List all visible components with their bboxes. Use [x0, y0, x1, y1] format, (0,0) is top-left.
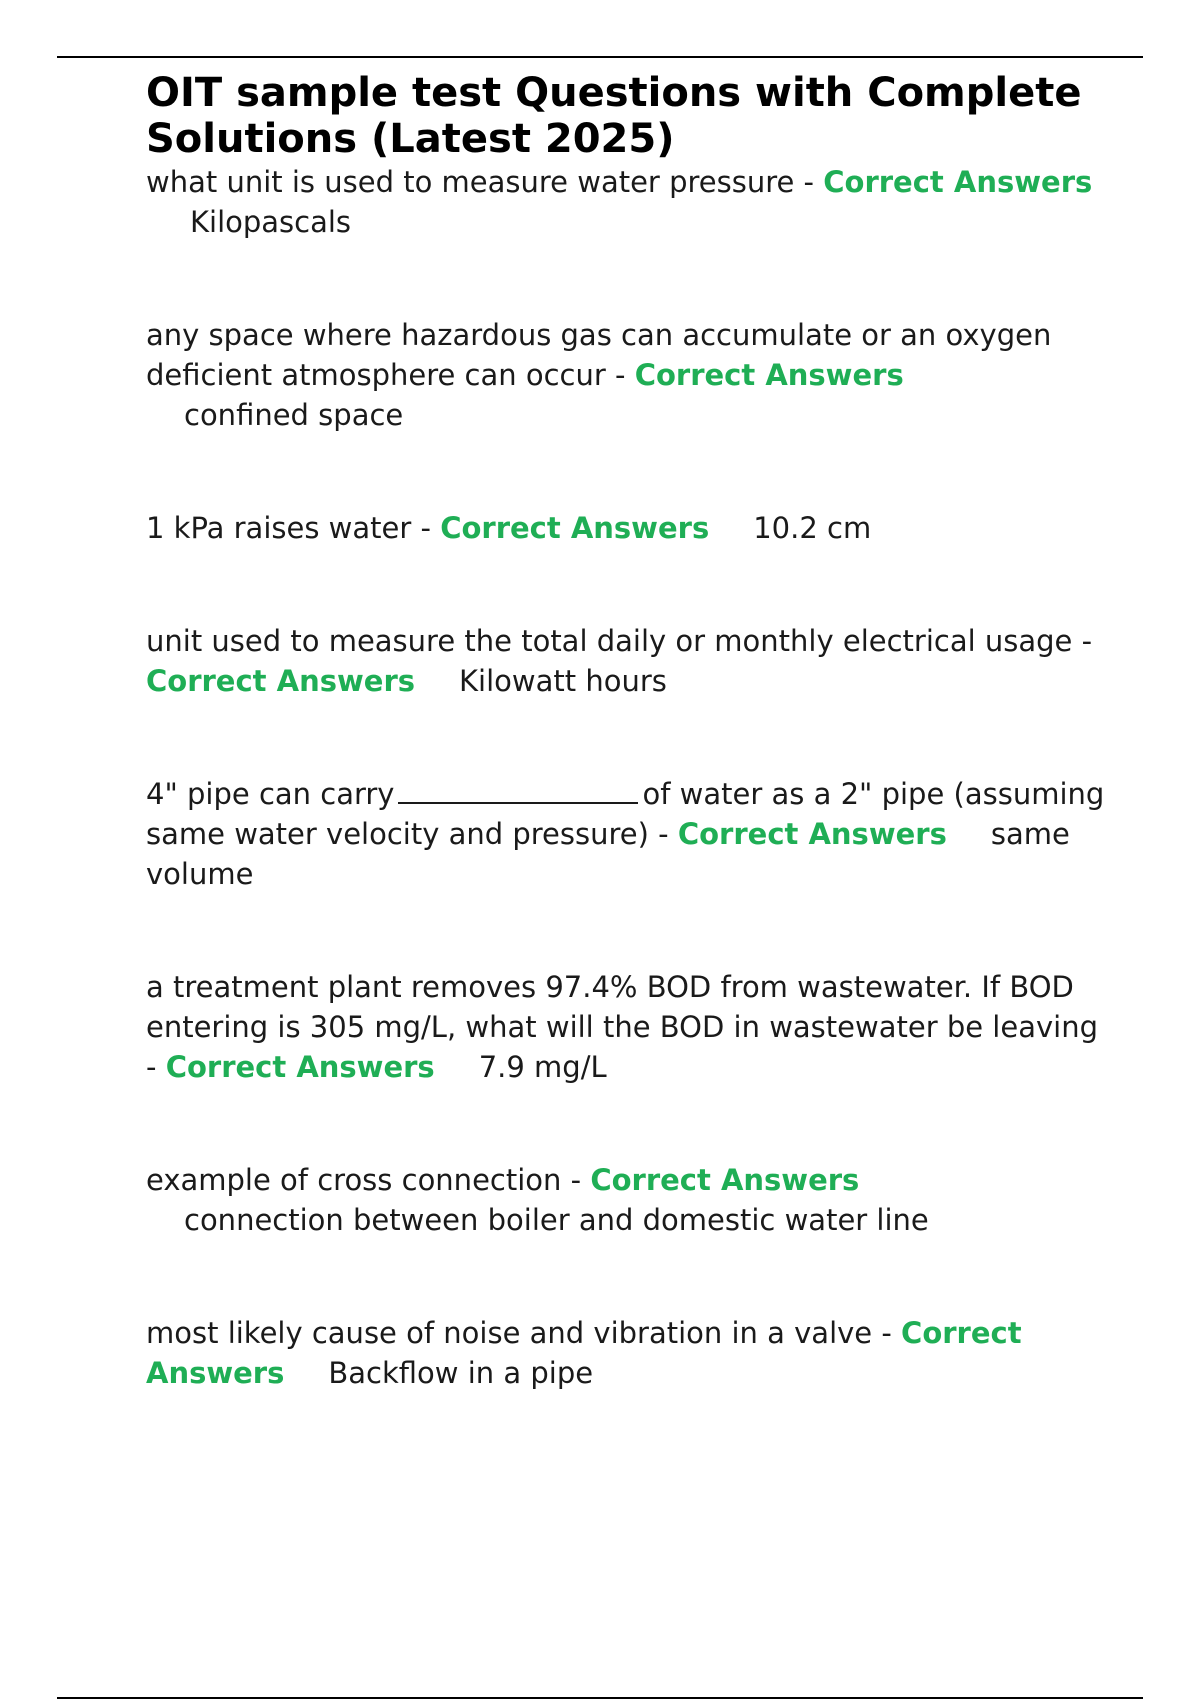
correct-answers-label: Correct Answers: [590, 1163, 860, 1197]
question-text: unit used to measure the total daily or monthly electrical usage -: [146, 624, 1093, 658]
header-rule: [57, 56, 1143, 58]
correct-answers-label: Correct Answers: [146, 664, 416, 698]
question-text-start: 4" pipe can carry: [146, 777, 395, 811]
question-text-end: of water as a 2" pipe (assuming same water velocity and pressure) -: [146, 777, 1105, 851]
qa-item-1: [146, 162, 1106, 242]
qa-item-2: [146, 315, 1106, 435]
correct-answers-label: Correct Answers: [165, 1050, 435, 1084]
qa-item-4: [146, 621, 1106, 701]
qa-item-8: [146, 1313, 1106, 1393]
qa-item-3: [146, 508, 1106, 548]
correct-answers-label: Correct Answers: [677, 817, 947, 851]
correct-answers-label: Correct Answers: [146, 1316, 1022, 1390]
answer-text: 7.9 mg/L: [478, 1050, 607, 1084]
answer-text: connection between boiler and domestic water line: [184, 1203, 929, 1237]
answer-text: Kilopascals: [190, 205, 352, 239]
correct-answers-label: Correct Answers: [440, 511, 710, 545]
footer-rule: [57, 1697, 1143, 1699]
fill-in-blank: [398, 776, 638, 804]
qa-item-6: [146, 967, 1106, 1087]
answer-text: same volume: [146, 817, 1070, 891]
question-text: 1 kPa raises water -: [146, 511, 431, 545]
answer-text: 10.2 cm: [753, 511, 872, 545]
answer-text: Kilowatt hours: [459, 664, 667, 698]
document-body: [146, 70, 1106, 1393]
question-text: example of cross connection -: [146, 1163, 582, 1197]
answer-text: confined space: [184, 398, 404, 432]
question-text: any space where hazardous gas can accumulate or an oxygen deficient atmosphere can occur -: [146, 318, 1052, 392]
question-text: most likely cause of noise and vibration in a valve -: [146, 1316, 892, 1350]
correct-answers-label: Correct Answers: [634, 358, 904, 392]
qa-item-5: [146, 774, 1106, 894]
document-title: OIT sample test Questions with Complete Solutions (Latest 2025): [146, 70, 1082, 162]
question-text: a treatment plant removes 97.4% BOD from wastewater. If BOD entering is 305 mg/L, what will the BOD in wastewater be leaving -: [146, 970, 1098, 1084]
correct-answers-label: Correct Answers: [823, 165, 1093, 199]
qa-item-7: [146, 1160, 1106, 1240]
question-text: what unit is used to measure water pressure -: [146, 165, 815, 199]
answer-text: Backflow in a pipe: [328, 1356, 594, 1390]
